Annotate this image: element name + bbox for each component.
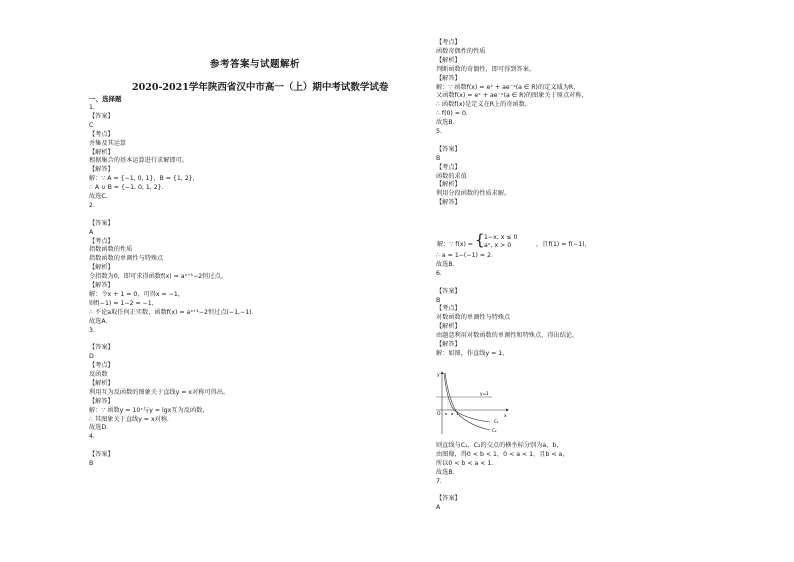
fig-c1-label: C₁: [494, 419, 499, 424]
left-column-line: 【解答】: [89, 166, 114, 174]
left-column-line: 并集及其运算: [89, 139, 127, 147]
right-column-bottom-line: 7.: [436, 477, 442, 485]
right-column-mid-line: 故选B.: [436, 260, 455, 268]
right-column-bottom-line: 所以0 < b < a < 1．: [436, 459, 498, 467]
piecewise-suffix: ，且f(1) = f(−1)，: [536, 241, 591, 248]
right-column-top-line: 利用分段函数的性质求解。: [436, 190, 511, 198]
left-column-line: 根据集合的基本运算进行求解即可。: [89, 157, 188, 165]
left-column-line: A: [89, 228, 94, 236]
right-column-top-line: 函数奇偶性的性质: [436, 47, 486, 55]
fig-c2-label: C₂: [492, 428, 497, 433]
fig-y-label: y: [437, 373, 440, 378]
fig-b-label: b: [445, 411, 448, 416]
exam-subtitle: 2020-2021学年陕西省汉中市高一（上）期中考试数学试卷: [132, 82, 389, 93]
right-column-top-line: 【解析】: [436, 56, 461, 64]
left-column-line: 解：∵ A = {−1, 0, 1}，B = {1, 2}，: [89, 175, 199, 183]
right-column-mid-line: ∴ a = 1−(−1) = 2．: [436, 252, 498, 259]
fig-line-label: y=1: [480, 391, 489, 396]
left-column-line: 解：∵ 函数y = 10ˣ与y = lgx互为反函数，: [89, 406, 209, 414]
x-arrow-icon: [506, 409, 509, 412]
left-column-line: 【考点】: [89, 130, 114, 138]
right-column-top-line: 解：∵ 函数f(x) = eˣ + ae⁻ˣ(a ∈ R)的定义域为R，: [436, 83, 580, 91]
right-column-mid-line: 由题意利用对数函数的单调性和特殊点，得出结论。: [436, 332, 579, 340]
right-column-top-line: 【答案】: [436, 145, 461, 153]
right-column-top-line: 【解析】: [436, 181, 461, 189]
fig-x-label: x: [504, 414, 507, 419]
right-column-mid-line: 【解析】: [436, 323, 461, 331]
right-column-top-line: ∴ f(0) = 0．: [436, 110, 473, 118]
right-column-top-line: 又函数f(x) = eˣ + ae⁻ˣ(a ∈ R)的图象关于原点对称，: [436, 92, 588, 100]
y-arrow-icon: [441, 371, 444, 374]
left-column-line: 利用互为反函数的图象关于直线y = x对称可得出。: [89, 388, 230, 396]
right-column-mid-line: B: [436, 296, 441, 304]
left-column-line: 反函数: [89, 371, 108, 378]
left-column-line: 3.: [89, 326, 95, 334]
left-column-line: 故选A.: [89, 317, 108, 325]
right-column-top-line: ∴ 函数f(x)是定义在R上的奇函数，: [436, 101, 532, 109]
piecewise-prefix: 解：∵ f(x) =: [437, 241, 474, 248]
page-title: 参考答案与试题解析: [210, 59, 301, 70]
fig-one-label: 1: [456, 411, 459, 416]
right-column-top-line: 【考点】: [436, 39, 461, 46]
left-column-line: ∴ A ∪ B = {−1, 0, 1, 2}.: [89, 184, 164, 192]
left-column-line: 【考点】: [89, 362, 114, 370]
log-curves-figure: [434, 370, 514, 436]
left-column-line: 4.: [89, 433, 95, 441]
right-column-mid-line: 解：如图，作直线y = 1，: [436, 349, 509, 357]
fig-origin-label: O: [437, 412, 441, 417]
right-column-mid-line: 【考点】: [436, 305, 461, 313]
left-column-line: 【考点】: [89, 237, 114, 245]
right-column-bottom-line: 由图像，得0 < b < 1，0 < a < 1，且b < a，: [436, 450, 569, 458]
piecewise-case-1: 1−x, x ≤ 0: [484, 234, 518, 241]
left-column-line: ∴ 其图象关于直线y = x对称．: [89, 415, 174, 423]
left-column-line: 【解析】: [89, 379, 114, 387]
left-column-line: B: [89, 460, 94, 467]
right-column-bottom-line: A: [436, 504, 441, 512]
left-column-line: 令指数为0，即可求得函数f(x) = aˣ⁺¹−2恒过点。: [89, 273, 227, 281]
right-column-top-line: 【解答】: [436, 199, 461, 207]
curve-c2: [445, 373, 490, 430]
left-column-line: D: [89, 353, 94, 361]
right-column-top-line: 故选B.: [436, 119, 455, 127]
piecewise-case-2: aˣ, x > 0: [484, 242, 512, 249]
left-column-line: 【答案】: [89, 344, 114, 352]
right-column-mid-line: 【答案】: [436, 287, 461, 295]
right-column-top-line: B: [436, 154, 441, 162]
right-column-bottom-line: 故选B.: [436, 468, 455, 476]
right-column-mid-line: 6.: [436, 269, 442, 277]
left-column-line: 指数函数的单调性与特殊点: [89, 255, 164, 263]
left-column-line: 1.: [89, 104, 95, 111]
left-column-line: 则f(−1) = 1−2 = −1，: [89, 299, 158, 307]
left-column-line: 【答案】: [89, 112, 114, 120]
right-column-top-line: 判断函数的奇偶性，即可得到答案。: [436, 65, 535, 73]
brace: {: [475, 231, 485, 249]
left-column-line: 解：令x + 1 = 0，可得x = −1，: [89, 290, 184, 298]
right-column-top-line: 【解答】: [436, 74, 461, 82]
right-column-top-line: 函数的求值: [436, 172, 467, 180]
left-column-line: 2.: [89, 201, 95, 209]
left-column-line: C: [89, 121, 94, 129]
left-column-line: 故选D.: [89, 424, 109, 432]
left-column-line: 【解答】: [89, 397, 114, 405]
left-column-line: 【解析】: [89, 264, 114, 272]
fig-a-label: a: [451, 411, 454, 416]
left-column-line: 故选C.: [89, 193, 108, 200]
right-column-bottom-line: 则直线与C₁，C₂的交点的横坐标分别为a，b，: [436, 442, 563, 449]
left-column-line: ∴ 不论a取任何正实数，函数f(x) = aˣ⁺¹−2恒过点(−1,−1).: [89, 308, 254, 316]
right-column-bottom-line: 【答案】: [436, 495, 461, 503]
right-column-top-line: 5.: [436, 128, 442, 135]
section-heading: 一、选择题: [89, 95, 122, 103]
right-column-mid-line: 【解答】: [436, 341, 461, 348]
left-column-line: 【解析】: [89, 148, 114, 156]
right-column-mid-line: 对数函数的单调性与特殊点: [436, 314, 511, 322]
left-column-line: 指数函数的性质: [89, 246, 133, 254]
right-column-top-line: 【考点】: [436, 163, 461, 171]
left-column-line: 【解答】: [89, 282, 114, 289]
left-column-line: 【答案】: [89, 219, 114, 227]
left-column-line: 【答案】: [89, 451, 114, 459]
